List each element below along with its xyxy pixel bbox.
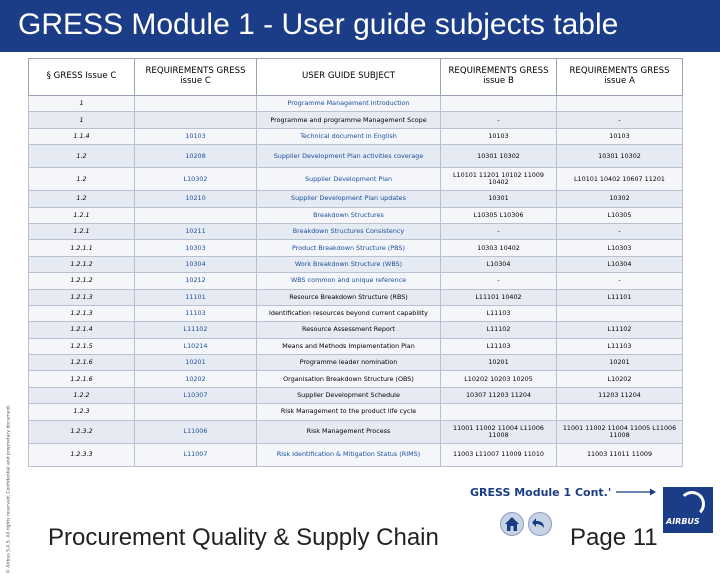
- req-b-cell: -: [441, 112, 557, 128]
- section-cell: 1.2.3.3: [29, 443, 135, 466]
- req-a-cell: L11102: [557, 322, 683, 338]
- req-a-cell: L11103: [557, 338, 683, 354]
- section-cell: 1.2.1: [29, 223, 135, 239]
- req-a-cell: 10302: [557, 191, 683, 207]
- subject-cell: Technical document in English: [257, 128, 441, 144]
- req-c-cell: 11103: [135, 305, 257, 321]
- req-b-cell: 11003 L11007 11009 11010: [441, 443, 557, 466]
- req-c-cell: L10302: [135, 168, 257, 191]
- req-c-cell: 10303: [135, 240, 257, 256]
- subject-cell: Supplier Development Plan activities coverage: [257, 145, 441, 168]
- req-b-cell: 10303 10402: [441, 240, 557, 256]
- req-c-cell: 10210: [135, 191, 257, 207]
- req-a-cell: [557, 404, 683, 420]
- req-c-cell: 10304: [135, 256, 257, 272]
- section-cell: 1.2.1.2: [29, 256, 135, 272]
- subject-cell: Work Breakdown Structure (WBS): [257, 256, 441, 272]
- back-button[interactable]: [528, 512, 552, 536]
- header-section: § GRESS Issue C: [29, 59, 135, 96]
- subject-cell: Organisation Breakdown Structure (OBS): [257, 371, 441, 387]
- req-a-cell: 10201: [557, 355, 683, 371]
- title-bar: [0, 0, 720, 52]
- req-c-cell: 10208: [135, 145, 257, 168]
- confidentiality-note: © Airbus S.A.S. All rights reserved. Confidential and proprietary document.: [6, 404, 12, 574]
- req-c-cell: 10202: [135, 371, 257, 387]
- airbus-logo: [663, 487, 713, 533]
- table-row: [29, 168, 683, 191]
- subject-cell: Supplier Development Plan: [257, 168, 441, 191]
- subject-cell: Resource Assessment Report: [257, 322, 441, 338]
- req-b-cell: L11103: [441, 338, 557, 354]
- req-c-cell: L11007: [135, 443, 257, 466]
- subject-cell: Risk Management to the product life cycle: [257, 404, 441, 420]
- req-b-cell: L10101 11201 10102 11009 10402: [441, 168, 557, 191]
- req-b-cell: L10304: [441, 256, 557, 272]
- page-title: GRESS Module 1 - User guide subjects table: [18, 8, 619, 41]
- arrow-right-icon[interactable]: [616, 488, 656, 496]
- subject-cell: Resource Breakdown Structure (RBS): [257, 289, 441, 305]
- req-a-cell: -: [557, 273, 683, 289]
- table-row: [29, 112, 683, 128]
- table-row: [29, 305, 683, 321]
- req-c-cell: 10103: [135, 128, 257, 144]
- req-a-cell: -: [557, 223, 683, 239]
- section-cell: 1.2.1: [29, 207, 135, 223]
- header-subject: USER GUIDE SUBJECT: [257, 59, 441, 96]
- req-a-cell: -: [557, 112, 683, 128]
- req-c-cell: [135, 96, 257, 112]
- table-row: [29, 387, 683, 403]
- req-a-cell: L10303: [557, 240, 683, 256]
- subject-cell: Product Breakdown Structure (PBS): [257, 240, 441, 256]
- table-row: [29, 256, 683, 272]
- req-c-cell: L11006: [135, 420, 257, 443]
- table-row: [29, 338, 683, 354]
- req-c-cell: [135, 404, 257, 420]
- req-c-cell: [135, 207, 257, 223]
- req-a-cell: 10103: [557, 128, 683, 144]
- req-b-cell: -: [441, 223, 557, 239]
- subjects-table: [28, 58, 683, 467]
- subject-cell: Breakdown Structures Consistency: [257, 223, 441, 239]
- table-row: [29, 404, 683, 420]
- section-cell: 1.1.4: [29, 128, 135, 144]
- subject-cell: Identification resources beyond current capability: [257, 305, 441, 321]
- airbus-swirl-icon: [679, 491, 705, 517]
- req-b-cell: L11101 10402: [441, 289, 557, 305]
- subject-cell: WBS common and unique reference: [257, 273, 441, 289]
- req-a-cell: [557, 96, 683, 112]
- header-req-b: REQUIREMENTS GRESS issue B: [441, 59, 557, 96]
- section-cell: 1.2: [29, 168, 135, 191]
- table-header-row: [29, 59, 683, 96]
- req-b-cell: [441, 404, 557, 420]
- req-c-cell: 10212: [135, 273, 257, 289]
- header-req-a: REQUIREMENTS GRESS issue A: [557, 59, 683, 96]
- section-cell: 1.2: [29, 145, 135, 168]
- req-c-cell: L10214: [135, 338, 257, 354]
- subject-cell: Programme Management Introduction: [257, 96, 441, 112]
- section-cell: 1.2.3: [29, 404, 135, 420]
- req-a-cell: L10101 10402 10607 11201: [557, 168, 683, 191]
- table-row: [29, 273, 683, 289]
- section-cell: 1.2.1.3: [29, 305, 135, 321]
- table-row: [29, 223, 683, 239]
- req-b-cell: 10301 10302: [441, 145, 557, 168]
- section-cell: 1.2.1.3: [29, 289, 135, 305]
- req-b-cell: 10201: [441, 355, 557, 371]
- table-row: [29, 371, 683, 387]
- req-a-cell: L10202: [557, 371, 683, 387]
- table-row: [29, 443, 683, 466]
- req-a-cell: 11003 11011 11009: [557, 443, 683, 466]
- req-b-cell: [441, 96, 557, 112]
- subject-cell: Programme and programme Management Scope: [257, 112, 441, 128]
- table-row: [29, 207, 683, 223]
- req-b-cell: 11001 11002 11004 L11006 11008: [441, 420, 557, 443]
- req-a-cell: L10304: [557, 256, 683, 272]
- footer-department: Procurement Quality & Supply Chain: [48, 524, 439, 551]
- req-a-cell: 11203 11204: [557, 387, 683, 403]
- section-cell: 1.2.2: [29, 387, 135, 403]
- section-cell: 1.2.3.2: [29, 420, 135, 443]
- subject-cell: Risk Identification & Mitigation Status (RIMS): [257, 443, 441, 466]
- req-c-cell: L11102: [135, 322, 257, 338]
- section-cell: 1.2.1.6: [29, 371, 135, 387]
- req-c-cell: 10211: [135, 223, 257, 239]
- section-cell: 1.2.1.2: [29, 273, 135, 289]
- subject-cell: Breakdown Structures: [257, 207, 441, 223]
- header-req-c: REQUIREMENTS GRESS issue C: [135, 59, 257, 96]
- home-button[interactable]: [500, 512, 524, 536]
- continue-link[interactable]: GRESS Module 1 Cont.': [470, 486, 612, 499]
- req-b-cell: L11102: [441, 322, 557, 338]
- req-a-cell: L11101: [557, 289, 683, 305]
- subject-cell: Supplier Development Plan updates: [257, 191, 441, 207]
- section-cell: 1.2.1.6: [29, 355, 135, 371]
- req-c-cell: L10307: [135, 387, 257, 403]
- req-a-cell: [557, 305, 683, 321]
- section-cell: 1.2.1.4: [29, 322, 135, 338]
- table-row: [29, 355, 683, 371]
- footer-page-number: Page 11: [570, 524, 658, 551]
- section-cell: 1.2.1.1: [29, 240, 135, 256]
- req-a-cell: 11001 11002 11004 11005 L11006 11008: [557, 420, 683, 443]
- req-c-cell: 10201: [135, 355, 257, 371]
- req-b-cell: L11103: [441, 305, 557, 321]
- req-b-cell: L10202 10203 10205: [441, 371, 557, 387]
- table-row: [29, 240, 683, 256]
- req-b-cell: 10103: [441, 128, 557, 144]
- table-row: [29, 128, 683, 144]
- table-row: [29, 96, 683, 112]
- back-icon: [532, 516, 548, 532]
- req-b-cell: L10305 L10306: [441, 207, 557, 223]
- subject-cell: Means and Methods Implementation Plan: [257, 338, 441, 354]
- section-cell: 1.2.1.5: [29, 338, 135, 354]
- req-c-cell: [135, 112, 257, 128]
- req-a-cell: L10305: [557, 207, 683, 223]
- req-b-cell: 10301: [441, 191, 557, 207]
- table-row: [29, 191, 683, 207]
- req-a-cell: 10301 10302: [557, 145, 683, 168]
- table-row: [29, 322, 683, 338]
- req-c-cell: 11101: [135, 289, 257, 305]
- section-cell: 1: [29, 112, 135, 128]
- table-row: [29, 289, 683, 305]
- req-b-cell: -: [441, 273, 557, 289]
- subject-cell: Supplier Development Schedule: [257, 387, 441, 403]
- subject-cell: Risk Management Process: [257, 420, 441, 443]
- table-row: [29, 420, 683, 443]
- home-icon: [504, 516, 520, 532]
- section-cell: 1: [29, 96, 135, 112]
- req-b-cell: 10307 11203 11204: [441, 387, 557, 403]
- subject-cell: Programme leader nomination: [257, 355, 441, 371]
- section-cell: 1.2: [29, 191, 135, 207]
- logo-text: AIRBUS: [666, 517, 700, 526]
- table-row: [29, 145, 683, 168]
- table-body: [29, 96, 683, 467]
